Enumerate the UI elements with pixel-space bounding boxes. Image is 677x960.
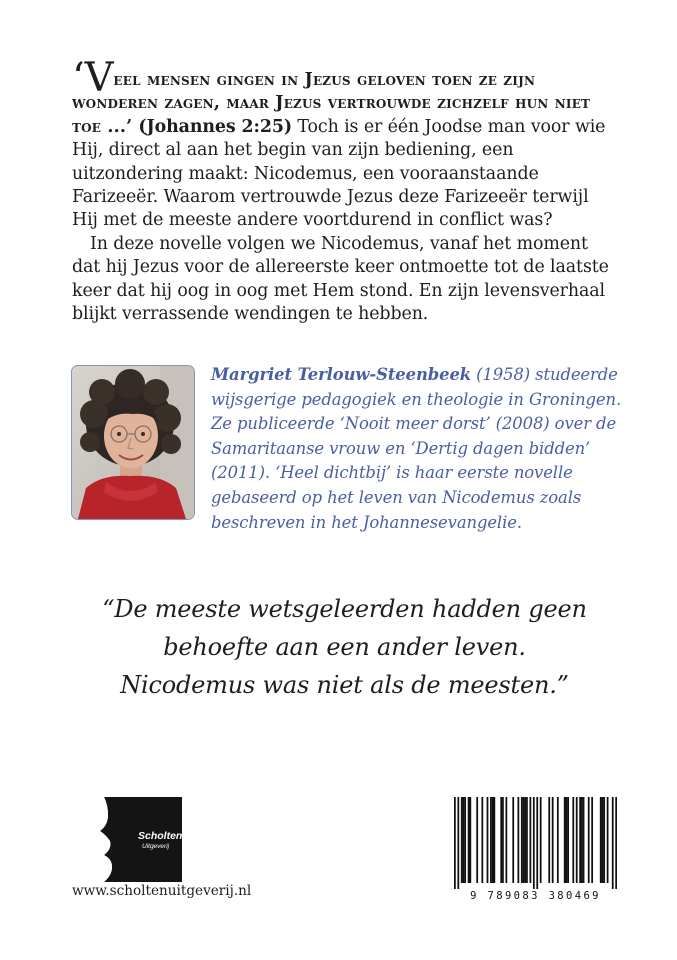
barcode-bar [529, 797, 531, 883]
barcode-bar [602, 797, 604, 883]
isbn-number: 9 789083 380469 [470, 890, 601, 902]
pull-quote [72, 590, 617, 704]
publisher-logo-name: Scholten [138, 830, 182, 842]
barcode-bar [581, 797, 583, 883]
barcode-bar [567, 797, 569, 883]
opening-quote-smallcaps: eel mensen gingen in Jezus geloven toen ze zijn wonderen zagen, maar Jezus vertrouwde zichzelf hun niet toe ...’ [72, 70, 591, 137]
barcode-bar [603, 797, 605, 883]
barcode-bar [600, 797, 602, 883]
barcode-bar [476, 797, 478, 883]
barcode-bar [492, 797, 494, 883]
author-name: Margriet Terlouw-Steenbeek [211, 365, 472, 384]
drop-cap: ‘V [72, 55, 114, 101]
isbn-barcode [454, 797, 617, 905]
barcode-bar [612, 797, 614, 889]
publisher-logo [98, 797, 182, 882]
barcode-bar [521, 797, 523, 883]
barcode-bar [566, 797, 568, 883]
back-cover-blurb [72, 55, 617, 326]
author-portrait-illustration [72, 366, 194, 519]
bible-reference: (Johannes 2:25) [132, 116, 292, 137]
barcode-bar [536, 797, 538, 889]
barcode-bar [524, 797, 526, 883]
barcode-bar [505, 797, 507, 883]
barcode-bar [469, 797, 471, 883]
barcode-bar [607, 797, 609, 883]
barcode-bars [454, 797, 617, 889]
barcode-bar [502, 797, 504, 883]
barcode-bar [526, 797, 528, 883]
barcode-bar [552, 797, 554, 883]
barcode-bar [591, 797, 593, 883]
barcode-bar [457, 797, 459, 889]
barcode-bar [512, 797, 514, 883]
pull-quote-line-3: Nicodemus was niet als de meesten.” [120, 671, 569, 699]
author-photo [71, 365, 195, 520]
barcode-bar [463, 797, 465, 883]
barcode-bar [487, 797, 489, 883]
barcode-bar [517, 797, 519, 883]
author-bio-text: (1958) studeerde wijsgerige pedagogiek en theologie in Groningen. Ze publiceerde ‘Nooit meer dorst’ (2008) over de Samaritaanse vrouw en ‘Dertig dagen bidden’ (2011). ‘Heel dichtbij’ is haar eerste novelle gebaseerd op het leven van Nicodemus zoals beschreven in het Johannesevangelie. [211, 365, 622, 532]
pull-quote-line-1: “De meeste wetsgeleerden hadden geen [102, 595, 587, 623]
barcode-bar [523, 797, 525, 883]
blurb-paragraph-1 [72, 55, 617, 233]
publisher-logo-mark [98, 797, 182, 882]
barcode-bar [464, 797, 466, 883]
barcode-bar [540, 797, 542, 883]
barcode-bar [583, 797, 585, 883]
barcode-bar [548, 797, 550, 883]
barcode-bar [500, 797, 502, 883]
publisher-website: www.scholtenuitgeverij.nl [72, 883, 252, 899]
barcode-bar [490, 797, 492, 883]
barcode-bar [588, 797, 590, 883]
barcode-bar [576, 797, 578, 883]
barcode-bar [481, 797, 483, 883]
barcode-bar [564, 797, 566, 883]
barcode-bar [468, 797, 470, 883]
blurb-paragraph-1-rest: Toch is er één Joodse man voor wie Hij, direct al aan het begin van zijn bediening, een uitzondering maakt: Nicodemus, een vooraanstaande Farizeeër. Waarom vertrouwde Jezus deze Farizeeër terwijl Hij met de meeste andere voortdurend in conflict was? [72, 116, 606, 231]
barcode-bar [557, 797, 559, 883]
publisher-logo-sub: Uitgeverij [142, 843, 170, 850]
barcode-bar [533, 797, 535, 889]
pull-quote-line-2: behoefte aan een ander leven. [163, 633, 526, 661]
barcode-bar [615, 797, 617, 889]
blurb-paragraph-2: In deze novelle volgen we Nicodemus, vanaf het moment dat hij Jezus voor de allereerste keer ontmoette tot de laatste keer dat hij oog in oog met Hem stond. En zijn levensverhaal blijkt verrassende wendingen te hebben. [72, 233, 609, 325]
barcode-bar [454, 797, 456, 889]
barcode-bar [579, 797, 581, 883]
barcode-bar [461, 797, 463, 883]
author-bio [211, 363, 631, 535]
barcode-bar [572, 797, 574, 883]
barcode-bar [493, 797, 495, 883]
